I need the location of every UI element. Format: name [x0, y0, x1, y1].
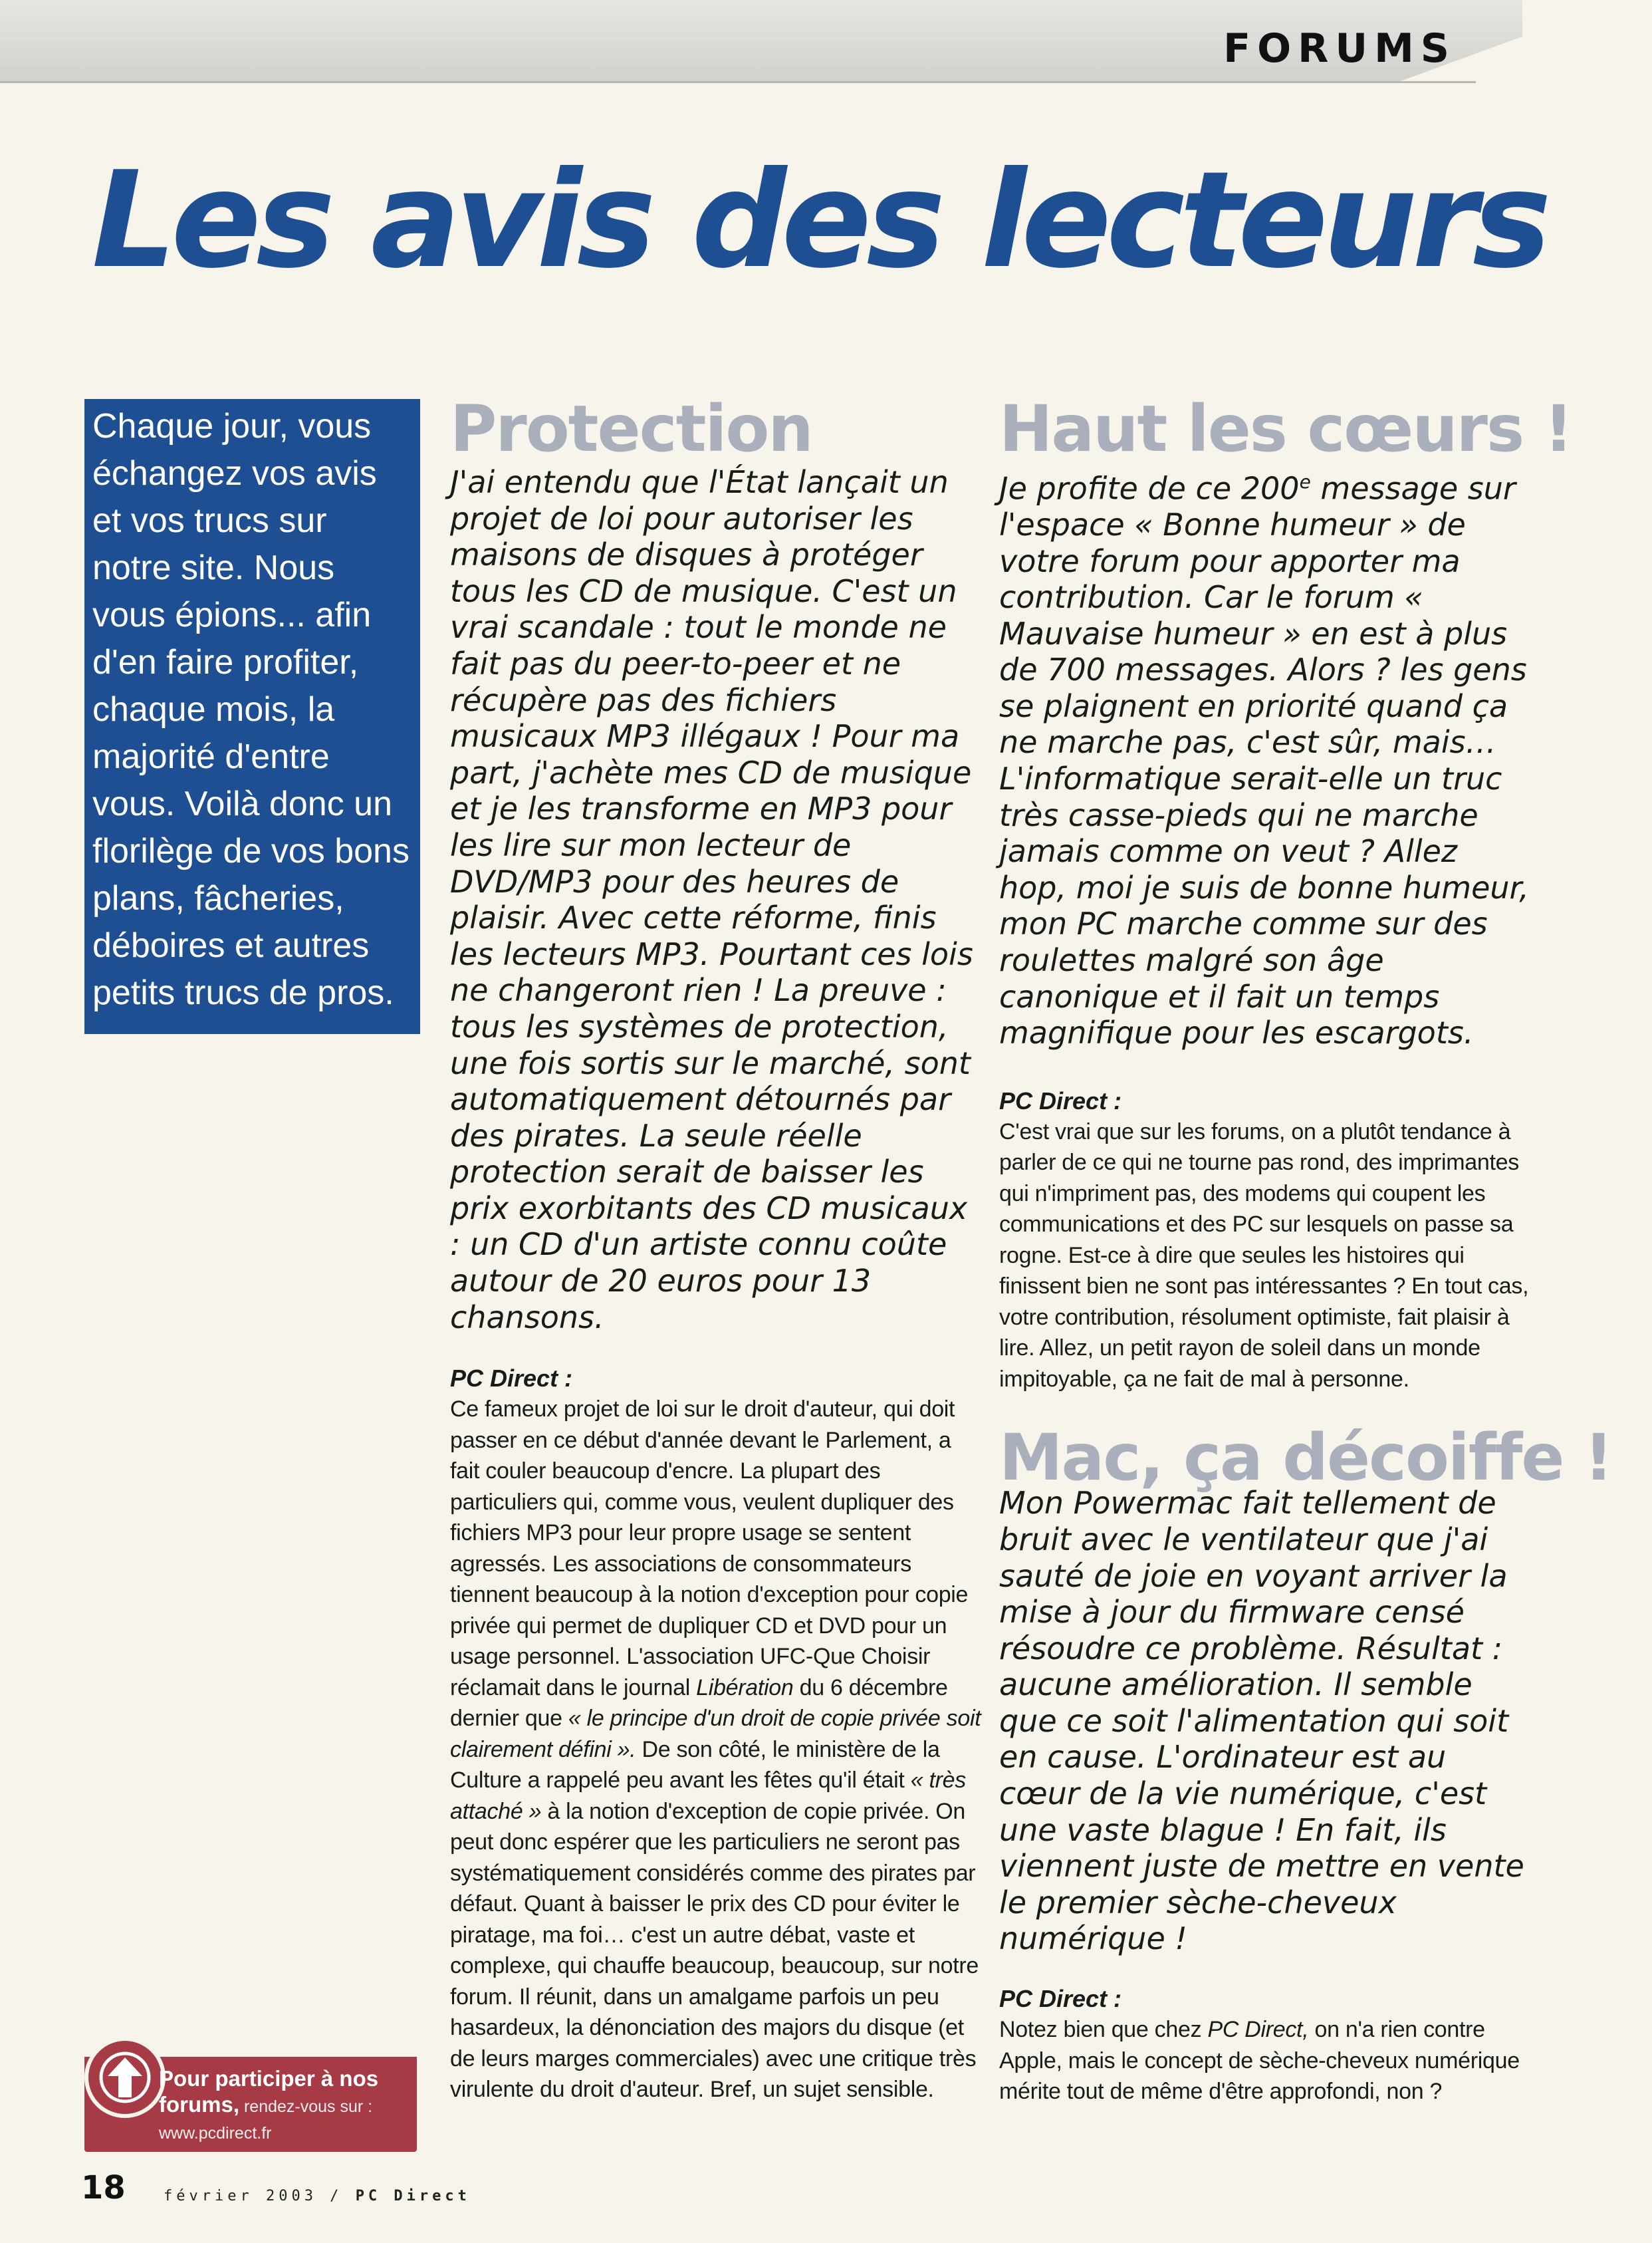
editor-reply: C'est vrai que sur les forums, on a plutôt tendance à parler de ce qui ne tourne pas rond, des imprimantes qui n'impriment pas, des modems qui coupent les communications et des PC sur lesquels on passe sa rogne. Est-ce à dire que seules les histoires qui finissent bien ne sont pas intéressantes ? En tout cas, votre contribution, résolument optimiste, fait plaisir à lire. Allez, un petit rayon de soleil dans un monde impitoyable, ça ne fait de mal à personne. — [999, 1119, 1529, 1392]
reply-text: De son côté, le ministère de la Culture a rappelé peu avant les fêtes qu'il était — [450, 1736, 940, 1793]
arrow-up-icon — [84, 2037, 166, 2118]
header-divider — [0, 81, 1476, 83]
reply-text: du 6 décembre dernier que — [450, 1674, 948, 1732]
callout-bold: Pour participer à nos forums, — [159, 2066, 379, 2117]
article-title: Mac, ça décoiffe ! — [999, 1420, 1612, 1496]
forum-url-link[interactable]: www.pcdirect.fr — [159, 2124, 272, 2143]
editor-reply — [450, 1394, 982, 2105]
article-haut-les-coeurs — [999, 392, 1612, 2107]
letter-text: Je profite de ce 200 — [999, 470, 1300, 507]
reply-text: Notez bien que chez — [999, 2017, 1208, 2043]
article-protection — [450, 392, 982, 2105]
reply-emphasis: Libération — [696, 1674, 794, 1700]
reader-letter: J'ai entendu que l'État lançait un projet de loi pour autoriser les maisons de disques à protéger tous les CD de musique. C'est un vrai scandale : tout le monde ne fait pas du peer-to-peer et ne récupère pas des fichiers musicaux MP3 illégaux ! Pour ma part, j'achète mes CD de musique et je les transforme en MP3 pour les lire sur mon lecteur de DVD/MP3 pour des heures de plaisir. Avec cette réforme, finis les lecteurs MP3. Pourtant ces lois ne changeront rien ! La preuve : tous les systèmes de protection, une fois sortis sur le marché, sont automatiquement détournés par des pirates. La seule réelle protection serait de baisser les prix exorbitants des CD musicaux : un CD d'un artiste connu coûte autour de 20 euros pour 13 chansons. — [450, 464, 973, 1335]
page-title: Les avis des lecteurs — [92, 143, 1546, 298]
footer-line — [164, 2188, 471, 2204]
reply-emphasis: PC Direct, — [1207, 2017, 1309, 2043]
superscript: e — [1299, 471, 1311, 493]
reply-text: Ce fameux projet de loi sur le droit d'auteur, qui doit passer en ce début d'année devant le Parlement, a fait couler beaucoup d'encre. La plupart des particuliers qui, comme vous, veulent dupliquer des fichiers MP3 pour leur propre usage se sentent agressés. Les associations de consommateurs tiennent beaucoup à la notion d'exception pour copie privée qui permet de dupliquer CD et DVD pour un usage personnel. L'association UFC-Que Choisir réclamait dans le journal — [450, 1396, 969, 1700]
callout-text — [159, 2066, 412, 2146]
intro-text: Chaque jour, vous échangez vos avis et vos trucs sur notre site. Nous vous épions... afin d'en faire profiter, chaque mois, la majorité d'entre vous. Voilà donc un florilège de vos bons plans, fâcheries, déboires et autres petits trucs de pros. — [92, 407, 410, 1012]
reply-text: à la notion d'exception de copie privée. On peut donc espérer que les particuliers ne seront pas systématiquement considérés comme des pirates par défaut. Quant à baisser le prix des CD pour éviter le piratage, ma foi… c'est un autre débat, vaste et complexe, qui chauffe beaucoup, beaucoup, sur notre forum. Il réunit, dans un amalgame parfois un peu hasardeux, la dénonciation des majors du disque (et de leurs marges commerciales) avec une critique très virulente du droit d'auteur. Bref, un sujet sensible. — [450, 1798, 979, 2103]
footer-date: février 2003 / — [164, 2188, 356, 2204]
reply-label: PC Direct : — [450, 1365, 573, 1392]
reply-label: PC Direct : — [999, 1087, 1122, 1115]
reply-label: PC Direct : — [999, 1985, 1122, 2013]
article-title: Haut les cœurs ! — [999, 392, 1572, 466]
reader-letter — [999, 464, 1531, 1051]
letter-text: message sur l'espace « Bonne humeur » de votre forum pour apporter ma contribution. Car le forum « Mauvaise humeur » en est à plus de 700 messages. Alors ? les gens se plaignent en priorité quand ça ne marche pas, c'est sûr, mais… L'informatique serait-elle un truc très casse-pieds qui ne marche jamais comme on veut ? Allez hop, moi je suis de bonne humeur, mon PC marche comme sur des roulettes malgré son âge canonique et il fait un temps magnifique pour les escargots. — [999, 470, 1529, 1051]
page-number: 18 — [81, 2169, 126, 2206]
reply-quote: « très attaché » — [450, 1768, 966, 1824]
reader-letter: Mon Powermac fait tellement de bruit avec le ventilateur que j'ai sauté de joie en voyant arriver la mise à jour du firmware censé résoudre ce problème. Résultat : aucune amélioration. Il semble que ce soit l'alimentation qui soit en cause. L'ordinateur est au cœur de la vie numérique, c'est une vaste blague ! En fait, ils viennent juste de mettre en vente le premier sèche-cheveux numérique ! — [999, 1485, 1524, 1957]
forum-callout — [84, 2057, 417, 2152]
section-label: FORUMS — [1223, 25, 1456, 72]
article-mac — [999, 1420, 1612, 2107]
callout-small: rendez-vous sur : — [239, 2097, 373, 2116]
footer-magazine: PC Direct — [355, 2188, 471, 2204]
reply-text: on n'a rien contre Apple, mais le concept de sèche-cheveux numérique mérite tout de même d'être approfondi, non ? — [999, 2017, 1520, 2105]
reply-quote: « le principe d'un droit de copie privée soit clairement défini ». — [450, 1706, 981, 1762]
editor-reply — [999, 2014, 1531, 2107]
intro-box — [84, 399, 420, 1034]
article-title: Protection — [450, 392, 812, 466]
